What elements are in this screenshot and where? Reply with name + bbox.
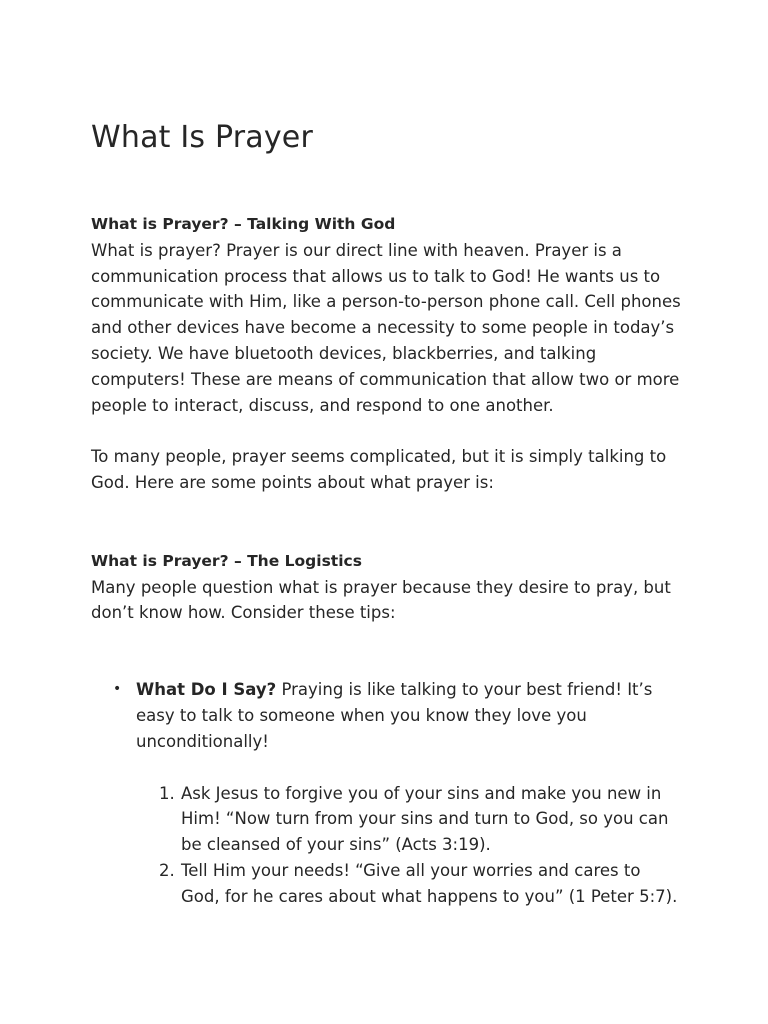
section-heading-talking-with-god: What is Prayer? – Talking With God xyxy=(91,215,396,233)
spacer xyxy=(91,496,691,549)
bullet-list xyxy=(91,677,691,754)
section-heading-logistics: What is Prayer? – The Logistics xyxy=(91,551,362,570)
paragraph-complicated: To many people, prayer seems complicated, but it is simply talking to God. Here are some points about what prayer is: xyxy=(91,447,667,492)
numbered-text: Tell Him your needs! “Give all your worries and cares to God, for he cares about what happens to you” (1 Peter 5:7). xyxy=(181,860,678,906)
paragraph-direct-line: What is prayer? Prayer is our direct line with heaven. Prayer is a communication process that allows us to talk to God! He wants us to communicate with Him, like a person-to-person phone call. Cell phones and other devices have become a necessity to some people in today’s society. We have bluetooth devices, blackberries, and talking computers! These are means of communication that allow two or more people to interact, discuss, and respond to one another. xyxy=(91,240,681,415)
list-item xyxy=(91,781,681,858)
numbered-text: Ask Jesus to forgive you of your sins and make you new in Him! “Now turn from your sins and turn to God, so you can be cleansed of your sins” (Acts 3:19). xyxy=(181,783,669,855)
bullet-lead: What Do I Say? xyxy=(136,680,277,700)
page-title: What Is Prayer xyxy=(91,120,313,155)
number-marker: 2. xyxy=(159,860,175,880)
list-item xyxy=(91,858,681,910)
document-page xyxy=(91,118,691,910)
spacer xyxy=(91,158,691,212)
list-item xyxy=(91,677,681,754)
numbered-list xyxy=(91,781,691,910)
spacer xyxy=(91,418,691,444)
bullet-marker: • xyxy=(113,681,122,698)
bullet-text: Praying is like talking to your best friend! It’s easy to talk to someone when you know they love you unconditionally! xyxy=(136,680,653,751)
number-marker: 1. xyxy=(159,783,175,803)
paragraph-question: Many people question what is prayer because they desire to pray, but don’t know how. Consider these tips: xyxy=(91,577,671,623)
spacer xyxy=(91,755,691,781)
spacer xyxy=(91,626,691,677)
